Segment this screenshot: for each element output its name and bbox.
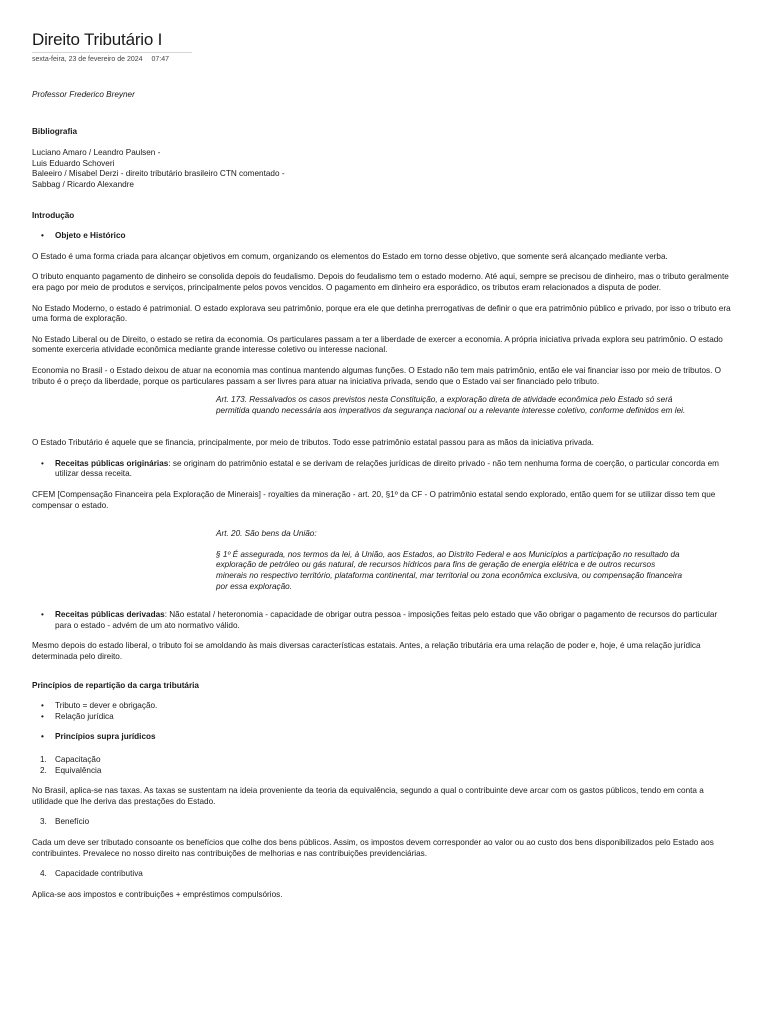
paragraph: Cada um deve ser tributado consoante os benefícios que colhe dos bens públicos. Assim, os impostos devem corresponder ao valor ou ao custo dos bens disponibilizados pelo Estado aos contribuintes. Prevalece no nosso direito nas contribuições de melhorias e nas contribuições previdenciárias. <box>32 837 714 858</box>
receitas-originarias-list <box>32 459 732 480</box>
list-item: • Tributo = dever e obrigação. <box>32 701 732 712</box>
principios-heading: Princípios de repartição da carga tributária <box>32 680 199 690</box>
numbered-item <box>32 766 732 777</box>
numbered-item <box>32 817 732 828</box>
principios-list <box>32 701 732 722</box>
item-label: Capacitação <box>55 754 101 764</box>
introducao-heading: Introdução <box>32 210 75 220</box>
objeto-list <box>32 231 732 242</box>
bibliografia-list <box>32 148 732 190</box>
paragraph: No Estado Liberal ou de Direito, o estado se retira da economia. Os particulares passam a ter a liberdade de exercer a economia. A própria iniciativa privada explora seu patrimônio. O estado somente exerceria atividade econômica mediante grande interesse coletivo ou interesse nacional. <box>32 334 723 355</box>
bibliografia-line: Luciano Amaro / Leandro Paulsen - <box>32 148 161 158</box>
bibliografia-line: Sabbag / Ricardo Alexandre <box>32 179 134 189</box>
term-label: Receitas públicas derivadas <box>55 610 165 620</box>
list-item: • Princípios supra jurídicos <box>32 732 732 743</box>
paragraph: No Estado Moderno, o estado é patrimonial. O estado explorava seu patrimônio, porque era ele que detinha prerrogativas de definir o que era patrimônio público e privado, por isso o tributo era uma forma de exploração. <box>32 303 731 324</box>
paragraph: O Estado é uma forma criada para alcançar objetivos em comum, organizando os elementos do Estado em torno desse objetivo, que somente será alcançado mediante verba. <box>32 251 668 261</box>
list-item: • Objeto e Histórico <box>32 231 732 242</box>
principios-numbered-list <box>32 869 732 880</box>
term-text: : se originam do patrimônio estatal e se derivam de relações jurídicas de direito privado - não tem nenhuma forma de coerção, o particular concorda em utilizar dessa receita. <box>55 458 719 479</box>
list-item <box>32 459 732 480</box>
paragraph: No Brasil, aplica-se nas taxas. As taxas se sustentam na ideia proveniente da teoria da equivalência, segundo a qual o contribuinte deve arcar com os gastos públicos, tendo em conta a utilidade que lhe deriva das prestações do Estado. <box>32 786 704 806</box>
item-label: Equivalência <box>55 765 102 775</box>
paragraph: Mesmo depois do estado liberal, o tributo foi se amoldando às mais diversas características estatais. Antes, a relação tributária era uma relação de poder e, hoje, é uma relação jurídica determinada pelo direito. <box>32 641 701 661</box>
note-page <box>32 30 732 900</box>
paragraph: O Estado Tributário é aquele que se financia, principalmente, por meio de tributos. Todo esse patrimônio estatal passou para as mãos da iniciativa privada. <box>32 438 594 448</box>
paragraph: CFEM [Compensação Financeira pela Exploração de Minerais] - royalties da mineração - art. 20, §1º da CF - O patrimônio estatal sendo explorado, então quem for se utilizar disso tem que compensar o estado. <box>32 490 716 510</box>
page-title: Direito Tributário I <box>32 30 192 53</box>
professor-name: Professor Frederico Breyner <box>32 90 135 99</box>
list-item: • Relação jurídica <box>32 712 732 723</box>
bibliografia-line: Luis Eduardo Schoveri <box>32 158 115 168</box>
item-label: Capacidade contributiva <box>55 869 143 879</box>
principios-numbered-list <box>32 817 732 828</box>
list-item <box>32 610 732 631</box>
note-time: 07:47 <box>151 56 170 63</box>
legal-quote-heading: Art. 20. São bens da União: <box>216 529 317 539</box>
legal-quote: § 1º É assegurada, nos termos da lei, à União, aos Estados, ao Distrito Federal e aos Municípios a participação no resultado da exploração de petróleo ou gás natural, de recursos hídricos para fins de geração de energia elétrica e de outros recursos minerais no respectivo território, plataforma continental, mar territorial ou zona econômica exclusiva, ou compensação financeira por essa exploração. <box>216 549 683 591</box>
item-number: 1. <box>40 754 47 764</box>
bibliografia-line: Baleeiro / Misabel Derzi - direito tributário brasileiro CTN comentado - <box>32 169 285 179</box>
item-number: 3. <box>40 817 47 827</box>
paragraph: O tributo enquanto pagamento de dinheiro se consolida depois do feudalismo. Depois do feudalismo tem o estado moderno. Até aqui, sempre se precisou de dinheiro, mas o tributo geralmente era pago por meio de produtos e serviços, principalmente pelos povos vencidos. O pagamento em dinheiro era esporádico, os tributos eram relacionados a disputa de poder. <box>32 272 729 292</box>
supra-list <box>32 732 732 743</box>
note-date: sexta-feira, 23 de fevereiro de 2024 <box>32 56 143 63</box>
item-label: Benefício <box>55 817 90 827</box>
term-label: Receitas públicas originárias <box>55 458 169 468</box>
item-number: 4. <box>40 869 47 879</box>
receitas-derivadas-list <box>32 610 732 631</box>
principios-numbered-list <box>32 755 732 776</box>
numbered-item <box>32 869 732 880</box>
paragraph: Aplica-se aos impostos e contribuições + empréstimos compulsórios. <box>32 889 283 899</box>
paragraph: Economia no Brasil - o Estado deixou de atuar na economia mas continua mantendo algumas funções. O Estado não tem mais patrimônio, então ele vai financiar isso por meio de tributos. O tributo é o preço da liberdade, porque os particulares passam a ser livres para atuar na iniciativa privada, sendo que o Estado vai ser financiado pelo tributo. <box>32 365 722 386</box>
legal-quote: Art. 173. Ressalvados os casos previstos nesta Constituição, a exploração direta de atividade econômica pelo Estado só será permitida quando necessária aos imperativos da segurança nacional ou a relevante interesse coletivo, conforme definidos em lei. <box>216 395 686 415</box>
item-number: 2. <box>40 765 47 775</box>
bibliografia-heading: Bibliografia <box>32 126 78 136</box>
numbered-item <box>32 755 732 766</box>
term-text: : Não estatal / heteronomia - capacidade de obrigar outra pessoa - imposições feitas pelo estado que vão obrigar o pagamento de recursos do particular para o estado - advém de um ato normativo válido. <box>55 610 718 630</box>
note-timestamp <box>32 56 732 63</box>
